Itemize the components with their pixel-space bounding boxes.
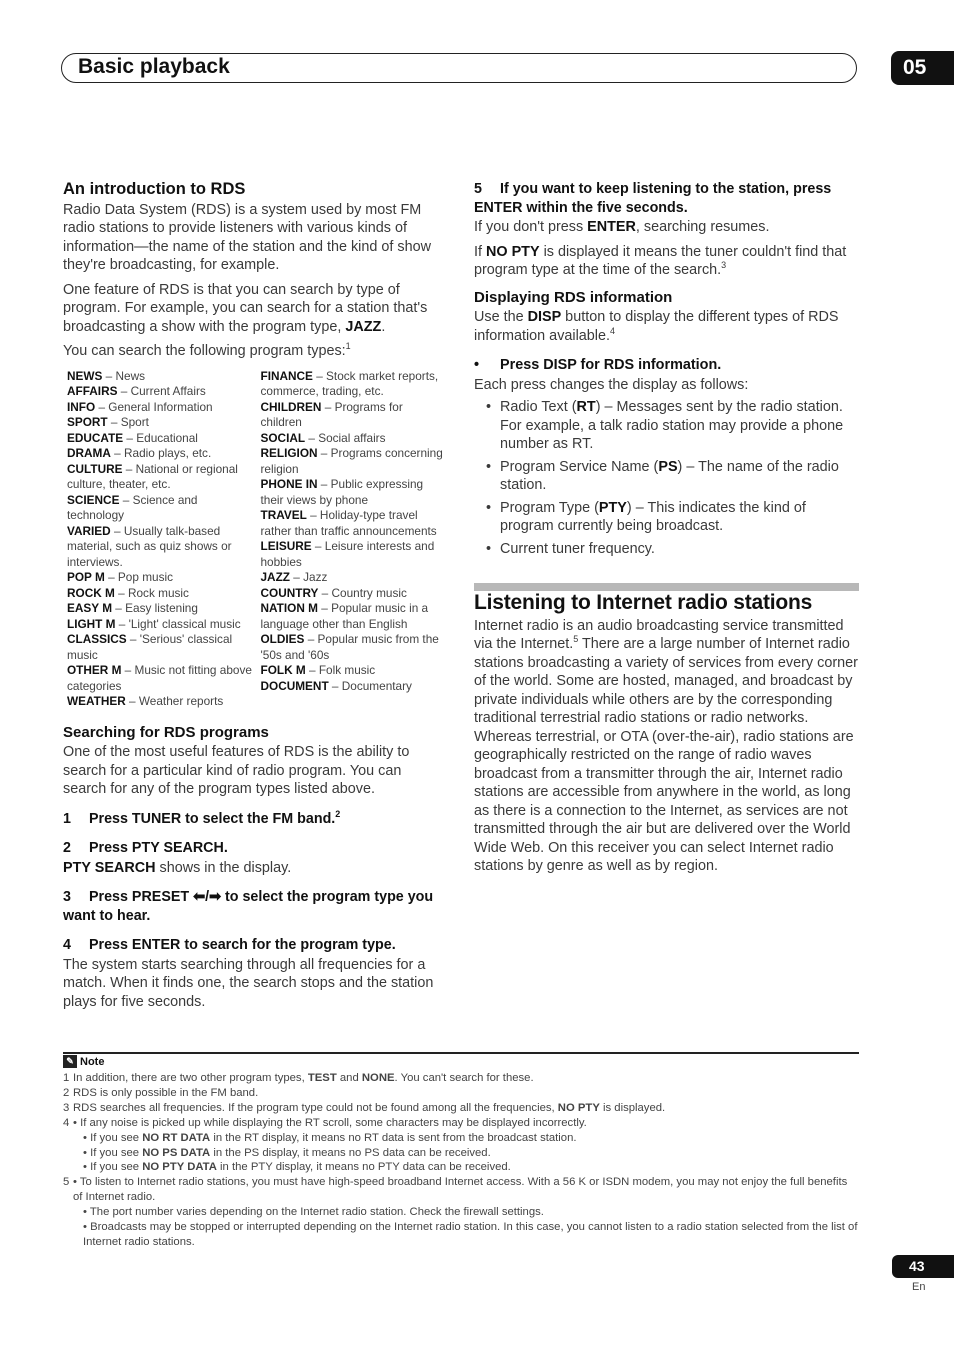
disp-instruction: • Press DISP for RDS information. xyxy=(474,357,722,373)
program-type-item: FOLK M – Folk music xyxy=(260,663,376,677)
step-5: 5 If you want to keep listening to the station, press ENTER within the five seconds. xyxy=(474,181,832,216)
program-type-item: NEWS – News xyxy=(67,368,146,383)
step-5-detail-b: If NO PTY is displayed it means the tuner couldn't find that program type at the time of the search.$^3$ xyxy=(474,243,847,278)
program-type-item: CHILDREN – Programs for children xyxy=(260,399,403,429)
program-type-item: VARIED – Usually talk-based material, such as quiz shows or interviews. xyxy=(67,523,232,569)
footnote-3: 3 RDS searches all frequencies. If the program type could not be found among all the frequencies, NO PTY is displayed. xyxy=(63,1101,666,1114)
rds-display-item: • Current tuner frequency. xyxy=(486,540,655,557)
program-type-item: JAZZ – Jazz xyxy=(260,570,328,584)
section-title: Basic playback xyxy=(78,55,230,78)
pencil-note-icon: ✎ xyxy=(63,1055,77,1068)
searching-paragraph: One of the most useful features of RDS is the ability to search for a particular kind of radio program. You can search for any of the program types listed above. xyxy=(63,744,410,797)
step-2: 2 Press PTY SEARCH. xyxy=(63,840,228,856)
program-type-item: FINANCE – Stock market reports, commerce, trading, etc. xyxy=(260,368,439,398)
program-type-item: EDUCATE – Educational xyxy=(67,430,198,445)
program-type-item: CLASSICS – 'Serious' classical music xyxy=(67,632,233,662)
footnote-5-port: • The port number varies depending on the Internet radio station. Check the firewall settings. xyxy=(83,1206,544,1219)
page-number: 43 xyxy=(892,1255,954,1278)
program-type-item: RELIGION – Programs concerning religion xyxy=(260,446,443,476)
program-type-item: SCIENCE – Science and technology xyxy=(67,492,198,522)
internet-radio-section xyxy=(474,591,860,882)
rds-display-item: • Program Service Name (PS) – The name of the radio station. xyxy=(486,458,839,493)
footnote-4-pty: • If you see NO PTY DATA in the PTY display, it means no PTY data can be received. xyxy=(83,1161,511,1174)
program-types-intro: You can search the following program types:$^1$ xyxy=(63,341,351,359)
program-type-item: POP M – Pop music xyxy=(67,570,174,584)
rds-display-item: • Radio Text (RT) – Messages sent by the radio station. For example, a talk radio station may provide a phone number as RT. xyxy=(486,399,844,452)
language-code: En xyxy=(912,1281,926,1293)
program-type-item: EASY M – Easy listening xyxy=(67,601,198,615)
program-type-item: WEATHER – Weather reports xyxy=(67,694,224,708)
program-type-item: ROCK M – Rock music xyxy=(67,585,189,600)
program-type-item: DOCUMENT – Documentary xyxy=(260,678,412,693)
rds-feature-paragraph: One feature of RDS is that you can search by type of program. For example, you can search for a station that's broadcasting a show with the program type, JAZZ. xyxy=(63,281,428,335)
program-type-item: PHONE IN – Public expressing their views by phone xyxy=(260,477,424,507)
program-type-column-1 xyxy=(67,369,254,710)
program-type-column-2 xyxy=(261,369,448,710)
program-type-item: CULTURE – National or regional culture, theater, etc. xyxy=(67,461,238,491)
left-column xyxy=(63,180,447,1017)
step-4: 4 Press ENTER to search for the program type. xyxy=(63,937,396,953)
program-type-item: DRAMA – Radio plays, etc. xyxy=(67,446,212,460)
notes-rule xyxy=(63,1052,859,1054)
step-5-detail-a: If you don't press ENTER, searching resumes. xyxy=(474,219,770,235)
program-type-item: SOCIAL – Social affairs xyxy=(260,430,386,445)
step-1: 1 Press TUNER to select the FM band.$^2$ xyxy=(63,808,341,827)
program-type-item: COUNTRY – Country music xyxy=(260,585,407,600)
searching-heading: Searching for RDS programs xyxy=(63,723,269,741)
rds-display-item: • Program Type (PTY) – This indicates the kind of program currently being broadcast. xyxy=(486,499,806,534)
each-press-text: Each press changes the display as follows: xyxy=(474,376,749,393)
rds-intro-heading: An introduction to RDS xyxy=(63,180,246,198)
rds-display-list xyxy=(474,398,860,558)
right-column xyxy=(474,180,860,562)
step-2-detail: PTY SEARCH shows in the display. xyxy=(63,859,292,876)
section-divider xyxy=(474,583,859,591)
program-type-item: INFO – General Information xyxy=(67,399,213,414)
program-type-list xyxy=(67,369,447,710)
rds-intro-paragraph: Radio Data System (RDS) is a system used by most FM radio stations to provide listeners with various kinds of information—the name of the station and the kind of show they're broadcasting, for example. xyxy=(63,201,431,273)
internet-radio-heading: Listening to Internet radio stations xyxy=(474,591,813,614)
chapter-number: 05 xyxy=(891,51,954,85)
footnote-1: 1 In addition, there are two other program types, TEST and NONE. You can't search for these. xyxy=(63,1072,534,1084)
footnote-5: 5 • To listen to Internet radio stations, you must have high-speed broadband Internet access. With a 56 K or ISDN modem, you may not enjoy the full benefits of Internet radio. xyxy=(63,1176,848,1204)
notes-header: ✎ Note xyxy=(63,1055,104,1068)
step-3: 3 Press PRESET ⬅/➡ to select the program type you want to hear. xyxy=(63,889,434,924)
internet-radio-paragraph: Internet radio is an audio broadcasting service transmitted via the Internet.$^5$ There are a large number of Internet radio stations broadcasting a variety of services from every corner of the world. Some are hosted, managed, and broadcast by private individuals while others are by the corresponding traditional terrestrial radio stations or radio networks. Whereas terrestrial, or OTA (over-the-air), radio stations are geographically restricted on the range of radio waves broadcast from a transmitter through the air, Internet radio stations are accessible from anywhere in the world, as long as there is a connection to the Internet, as services are not transmitted through the air but are delivered over the World Wide Web. On this receiver you can select Internet radio stations by genre as well as by region. xyxy=(474,617,858,874)
program-type-item: LEISURE – Leisure interests and hobbies xyxy=(260,539,435,569)
program-type-item: SPORT – Sport xyxy=(67,415,149,429)
step-4-detail: The system starts searching through all frequencies for a match. When it finds one, the search stops and the station plays for five seconds. xyxy=(63,956,434,1010)
displaying-paragraph: Use the DISP button to display the different types of RDS information available.$^4$ xyxy=(474,309,839,344)
program-type-item: LIGHT M – 'Light' classical music xyxy=(67,616,241,631)
footnote-4: 4 • If any noise is picked up while displaying the RT scroll, some characters may be displayed incorrectly. xyxy=(63,1116,587,1129)
footnote-2: 2 RDS is only possible in the FM band. xyxy=(63,1086,259,1099)
footnote-4-rt: • If you see NO RT DATA in the RT display, it means no RT data is sent from the broadcast station. xyxy=(83,1131,577,1144)
footnote-5-interrupt: • Broadcasts may be stopped or interrupted depending on the Internet radio station. In this case, you cannot listen to a radio station selected from the list of Internet radio stations. xyxy=(83,1221,858,1248)
footnote-4-ps: • If you see NO PS DATA in the PS display, it means no PS data can be received. xyxy=(83,1146,491,1159)
program-type-item: NATION M – Popular music in a language other than English xyxy=(260,601,429,631)
program-type-item: OLDIES – Popular music from the '50s and '60s xyxy=(260,632,439,662)
program-type-item: OTHER M – Music not fitting above categories xyxy=(67,663,252,693)
displaying-heading: Displaying RDS information xyxy=(474,288,673,306)
program-type-item: TRAVEL – Holiday-type travel rather than traffic announcements xyxy=(260,508,437,538)
program-type-item: AFFAIRS – Current Affairs xyxy=(67,384,206,398)
footnotes xyxy=(63,1071,859,1250)
